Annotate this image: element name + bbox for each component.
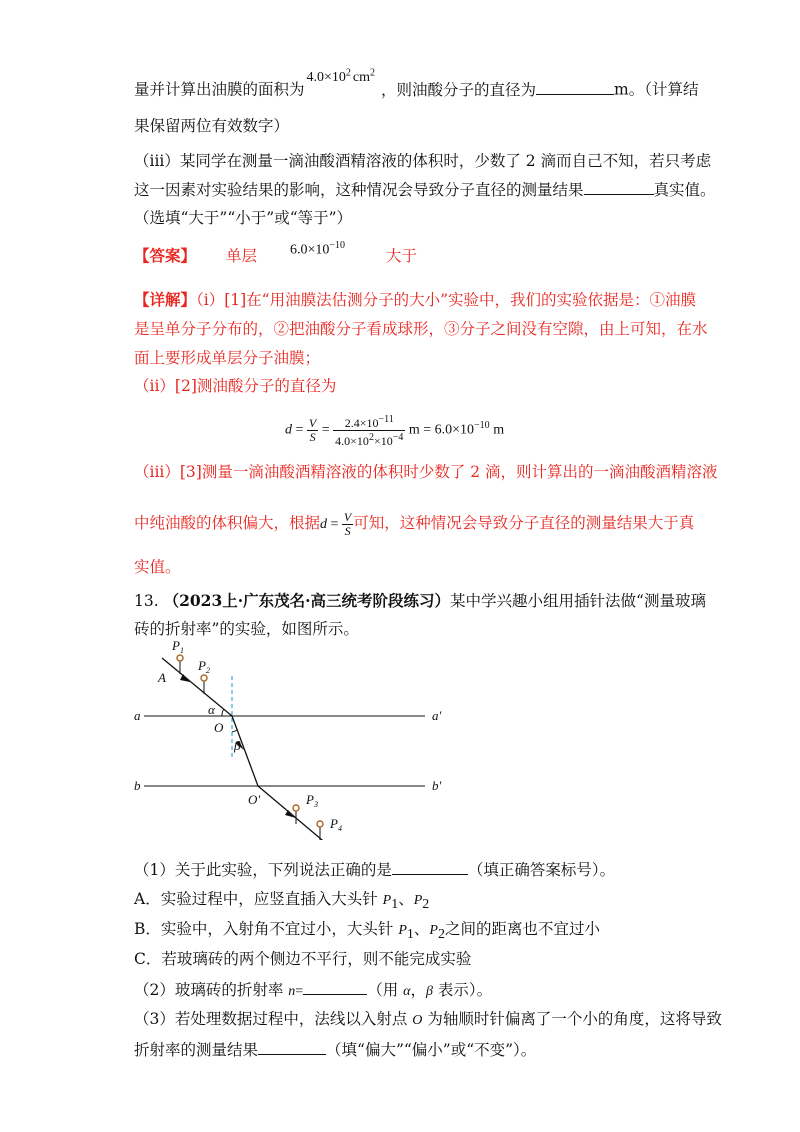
detail-line6: 中纯油酸的体积偏大，根据d = $\frac{V}{S}$ 可知，这种情况会导致分子直径的测量结果大于真 xyxy=(134,510,695,539)
q13-source: （2023上·广东茂名·高三统考阶段练习） xyxy=(163,591,451,610)
pin-P3 xyxy=(293,805,299,824)
q13-line1: 13. （2023上·广东茂名·高三统考阶段练习）某中学兴趣小组用插针法做“测量玻璃 xyxy=(134,591,706,610)
sub2-question: （2）玻璃砖的折射率 n= （用 α，β 表示）。 xyxy=(134,978,492,1003)
answer-line xyxy=(134,245,258,267)
detail-line4: （ii）[2]测油酸分子的直径为 xyxy=(134,377,337,395)
detail-line3: 面上要形成单层分子油膜； xyxy=(134,349,321,367)
beta-arc xyxy=(232,730,237,732)
label-P4: $P_4$ xyxy=(330,816,342,833)
incident-arrow xyxy=(180,674,190,682)
q12-line-area xyxy=(134,67,699,103)
q12-line-sigfig: 果保留两位有效数字） xyxy=(134,117,290,135)
diameter-equation: d = $\frac{V}{S}$ = $\frac{2.4\times 10^{-11}}{4.0\times 10^2\times 10^{-4}}$ $m = 6.0\times 10^{-10}$ m xyxy=(285,413,505,448)
option-A: A．实验过程中，应竖直插入大头针 $P_1$、$P_2$ xyxy=(134,890,430,913)
label-a-prime: a′ xyxy=(432,708,442,723)
detail-line5: （iii）[3]测量一滴油酸酒精溶液的体积时少数了 2 滴，则计算出的一滴油酸酒精溶液 xyxy=(134,463,718,481)
sub3-line1: （3）若处理数据过程中，法线以入射点 O 为轴顺时针偏离了一个小的角度，这将导致 xyxy=(134,1010,722,1028)
answer-blank[interactable] xyxy=(584,178,654,195)
emergent-ray xyxy=(258,786,328,840)
label-O-prime: O′ xyxy=(248,792,261,807)
text: 量并计算出油膜的面积为 xyxy=(134,80,305,99)
area-value: $4.0\times 10^2$ $cm^2$ xyxy=(306,67,376,85)
option-C: C．若玻璃砖的两个侧边不平行，则不能完成实验 xyxy=(134,950,472,968)
label-alpha: α xyxy=(208,702,215,717)
label-O: O xyxy=(214,720,224,735)
answer-blank[interactable] xyxy=(258,1038,326,1055)
text: ，则油酸分子的直径为 xyxy=(381,80,537,99)
q12-iii-line1: （iii）某同学在测量一滴油酸酒精溶液的体积时，少数了 2 滴而自己不知，若只考虑 xyxy=(134,152,712,170)
label-b-prime: b′ xyxy=(432,778,442,793)
alpha-arc xyxy=(222,709,224,716)
incident-ray xyxy=(162,658,232,716)
q12-iii-line2: 这一因素对实验结果的影响，这种情况会导致分子直径的测量结果 真实值。 xyxy=(134,178,716,201)
option-B: B．实验中，入射角不宜过小，大头针 $P_1$、$P_2$之间的距离也不宜过小 xyxy=(134,920,600,943)
answer-1: 单层 xyxy=(226,247,258,265)
detail-line7: 实值。 xyxy=(134,558,181,576)
label-P2: $P_2$ xyxy=(198,658,210,675)
text: m。（计算结 xyxy=(614,80,699,99)
answer-2: $6.0\times 10^{-10}$ xyxy=(290,240,346,258)
q13-line2: 砖的折射率”的实验，如图所示。 xyxy=(134,620,359,638)
answer-blank[interactable] xyxy=(303,978,367,995)
label-A: A xyxy=(158,670,166,685)
refraction-diagram xyxy=(132,640,452,840)
answer-blank[interactable] xyxy=(392,858,468,875)
label-P1: $P_1$ xyxy=(172,640,184,655)
detail-line1: 【详解】（i）[1]在“用油膜法估测分子的大小”实验中，我们的实验依据是：①油膜 xyxy=(134,290,697,309)
detail-line2: 是呈单分子分布的，②把油酸分子看成球形，③分子之间没有空隙，由上可知，在水 xyxy=(134,320,708,338)
answer-tag: 【答案】 xyxy=(134,246,197,265)
label-P3: $P_3$ xyxy=(306,792,318,809)
label-b: b xyxy=(134,778,141,793)
answer-3: 大于 xyxy=(386,247,418,265)
sub3-line2: 折射率的测量结果 （填“偏大”“偏小”或“不变”）。 xyxy=(134,1038,536,1061)
sub1-question: （1）关于此实验，下列说法正确的是 （填正确答案标号）。 xyxy=(134,858,615,881)
label-a: a xyxy=(134,708,141,723)
q12-iii-line3: （选填“大于”“小于”或“等于”） xyxy=(134,209,353,227)
answer-blank[interactable] xyxy=(536,78,614,95)
label-beta: β xyxy=(234,738,241,753)
